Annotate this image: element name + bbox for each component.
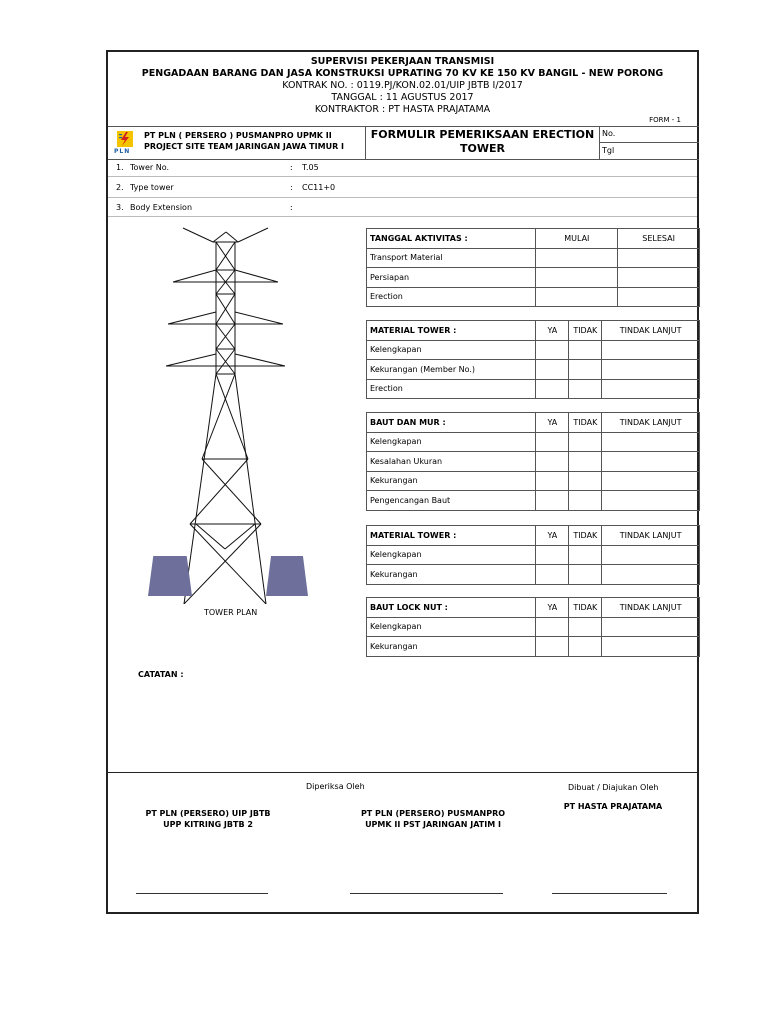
cell-ya[interactable]: [536, 637, 569, 657]
cell-tidak[interactable]: [569, 471, 602, 491]
table-row: [367, 545, 700, 565]
cell-ya[interactable]: [536, 432, 569, 452]
signature-line-pusmanpro[interactable]: [350, 893, 503, 894]
notes-label: CATATAN :: [138, 670, 184, 679]
signatory-uip-line1: PT PLN (PERSERO) UIP JBTB: [145, 809, 271, 818]
row-label: Erection: [367, 287, 536, 307]
field-2-value[interactable]: CC11+0: [302, 183, 336, 192]
table-title: BAUT DAN MUR :: [367, 413, 536, 433]
row-label: Kekurangan: [367, 565, 536, 585]
cell-ya[interactable]: [536, 471, 569, 491]
divider: [108, 126, 699, 127]
table-row: [367, 268, 700, 288]
col-tidak: TIDAK: [569, 598, 602, 618]
row-label: Kesalahan Ukuran: [367, 452, 536, 472]
cell-start[interactable]: [536, 268, 618, 288]
field-3-num: 3.: [116, 203, 124, 212]
row-label: Kelengkapan: [367, 432, 536, 452]
divider: [599, 142, 699, 143]
divider: [108, 159, 699, 160]
activity-col-end: SELESAI: [618, 229, 700, 249]
cell-ya[interactable]: [536, 360, 569, 380]
col-tindak-lanjut: TINDAK LANJUT: [602, 321, 700, 341]
tower-foundation-right: [266, 556, 308, 596]
form-number: FORM - 1: [649, 116, 681, 124]
tgl-label: Tgl: [602, 146, 615, 155]
cell-ya[interactable]: [536, 340, 569, 360]
col-ya: YA: [536, 526, 569, 546]
table-header-row: [367, 321, 700, 341]
cell-ya[interactable]: [536, 545, 569, 565]
cell-followup[interactable]: [602, 637, 700, 657]
activity-col-start: MULAI: [536, 229, 618, 249]
row-label: Transport Material: [367, 248, 536, 268]
table-title: BAUT LOCK NUT :: [367, 598, 536, 618]
table-row: [367, 617, 700, 637]
cell-followup[interactable]: [602, 379, 700, 399]
table-row: [367, 379, 700, 399]
cell-followup[interactable]: [602, 452, 700, 472]
row-label: Kelengkapan: [367, 545, 536, 565]
table-row: [367, 637, 700, 657]
bolt-nut-table: [366, 412, 700, 511]
table-header-row: [367, 526, 700, 546]
cell-end[interactable]: [618, 268, 700, 288]
row-label: Kekurangan: [367, 471, 536, 491]
row-label: Pengencangan Baut: [367, 491, 536, 511]
col-ya: YA: [536, 413, 569, 433]
field-2-sep: :: [290, 183, 293, 192]
tower-plan-label: TOWER PLAN: [204, 608, 258, 617]
signature-line-contractor[interactable]: [552, 893, 667, 894]
cell-end[interactable]: [618, 248, 700, 268]
cell-followup[interactable]: [602, 471, 700, 491]
cell-tidak[interactable]: [569, 617, 602, 637]
cell-followup[interactable]: [602, 565, 700, 585]
table-row: [367, 360, 700, 380]
row-label: Kelengkapan: [367, 340, 536, 360]
cell-end[interactable]: [618, 287, 700, 307]
col-ya: YA: [536, 321, 569, 341]
col-tidak: TIDAK: [569, 413, 602, 433]
pln-logo: [114, 130, 136, 158]
col-tindak-lanjut: TINDAK LANJUT: [602, 413, 700, 433]
table-row: [367, 491, 700, 511]
signature-divider: [108, 772, 699, 773]
table-row: [367, 287, 700, 307]
cell-followup[interactable]: [602, 360, 700, 380]
material-tower-table-1: [366, 320, 700, 399]
no-label: No.: [602, 129, 616, 138]
cell-tidak[interactable]: [569, 340, 602, 360]
cell-followup[interactable]: [602, 617, 700, 637]
checked-by-label: Diperiksa Oleh: [306, 782, 365, 791]
cell-followup[interactable]: [602, 432, 700, 452]
header-date: TANGGAL : 11 AGUSTUS 2017: [331, 92, 474, 103]
divider: [108, 216, 697, 217]
cell-tidak[interactable]: [569, 491, 602, 511]
cell-tidak[interactable]: [569, 545, 602, 565]
header-project: PENGADAAN BARANG DAN JASA KONSTRUKSI UPRATING 70 KV KE 150 KV BANGIL - NEW PORONG: [141, 68, 664, 79]
signatory-pusmanpro: [348, 808, 518, 830]
row-label: Kelengkapan: [367, 617, 536, 637]
form-frame: [106, 50, 699, 914]
col-ya: YA: [536, 598, 569, 618]
tower-drawing: [138, 224, 338, 604]
table-row: [367, 452, 700, 472]
field-3-sep: :: [290, 203, 293, 212]
logo-text: PLN: [114, 148, 131, 155]
row-label: Persiapan: [367, 268, 536, 288]
cell-followup[interactable]: [602, 340, 700, 360]
row-label: Erection: [367, 379, 536, 399]
row-label: Kekurangan (Member No.): [367, 360, 536, 380]
cell-ya[interactable]: [536, 452, 569, 472]
cell-ya[interactable]: [536, 491, 569, 511]
header-title: SUPERVISI PEKERJAAN TRANSMISI: [310, 56, 495, 67]
notes-area[interactable]: [138, 684, 678, 764]
divider: [108, 197, 697, 198]
field-2-num: 2.: [116, 183, 124, 192]
form-title-line2: TOWER: [460, 142, 505, 155]
signatory-contractor: PT HASTA PRAJATAMA: [563, 802, 663, 811]
field-1-num: 1.: [116, 163, 124, 172]
signatory-uip: [128, 808, 288, 830]
cell-tidak[interactable]: [569, 360, 602, 380]
cell-ya[interactable]: [536, 565, 569, 585]
table-row: [367, 248, 700, 268]
company-team: PROJECT SITE TEAM JARINGAN JAWA TIMUR I: [144, 142, 344, 151]
field-1-sep: :: [290, 163, 293, 172]
cell-start[interactable]: [536, 287, 618, 307]
cell-tidak[interactable]: [569, 565, 602, 585]
table-row: [367, 432, 700, 452]
signatory-pusmanpro-line2: UPMK II PST JARINGAN JATIM I: [365, 820, 501, 829]
signature-line-uip[interactable]: [136, 893, 268, 894]
col-tindak-lanjut: TINDAK LANJUT: [602, 526, 700, 546]
company-name: PT PLN ( PERSERO ) PUSMANPRO UPMK II: [144, 131, 332, 140]
form-title-line1: FORMULIR PEMERIKSAAN ERECTION: [370, 128, 595, 141]
table-title: MATERIAL TOWER :: [367, 321, 536, 341]
col-tidak: TIDAK: [569, 321, 602, 341]
table-title: MATERIAL TOWER :: [367, 526, 536, 546]
divider: [108, 176, 697, 177]
field-3-label: Body Extension: [130, 203, 193, 212]
table-row: [367, 340, 700, 360]
signatory-pusmanpro-line1: PT PLN (PERSERO) PUSMANPRO: [360, 809, 506, 818]
cell-followup[interactable]: [602, 491, 700, 511]
activity-table: [366, 228, 700, 307]
col-tidak: TIDAK: [569, 526, 602, 546]
lock-nut-table: [366, 597, 700, 657]
field-2-label: Type tower: [130, 183, 174, 192]
header-contractor: KONTRAKTOR : PT HASTA PRAJATAMA: [314, 104, 491, 115]
cell-tidak[interactable]: [569, 432, 602, 452]
header-contract: KONTRAK NO. : 0119.PJ/KON.02.01/UIP JBTB I/2017: [282, 80, 523, 91]
material-tower-table-2: [366, 525, 700, 585]
row-label: Kekurangan: [367, 637, 536, 657]
cell-tidak[interactable]: [569, 637, 602, 657]
signatory-uip-line2: UPP KITRING JBTB 2: [163, 820, 253, 829]
made-by-label: Dibuat / Diajukan Oleh: [568, 783, 659, 792]
table-header-row: [367, 413, 700, 433]
cell-followup[interactable]: [602, 545, 700, 565]
cell-tidak[interactable]: [569, 379, 602, 399]
form-title: [366, 128, 599, 156]
table-row: [367, 565, 700, 585]
table-row: [367, 471, 700, 491]
cell-start[interactable]: [536, 248, 618, 268]
cell-ya[interactable]: [536, 379, 569, 399]
cell-ya[interactable]: [536, 617, 569, 637]
activity-header-row: [367, 229, 700, 249]
tower-foundation-left: [148, 556, 192, 596]
field-1-label: Tower No.: [130, 163, 169, 172]
field-1-value[interactable]: T.05: [302, 163, 319, 172]
cell-tidak[interactable]: [569, 452, 602, 472]
activity-title: TANGGAL AKTIVITAS :: [367, 229, 536, 249]
table-header-row: [367, 598, 700, 618]
col-tindak-lanjut: TINDAK LANJUT: [602, 598, 700, 618]
